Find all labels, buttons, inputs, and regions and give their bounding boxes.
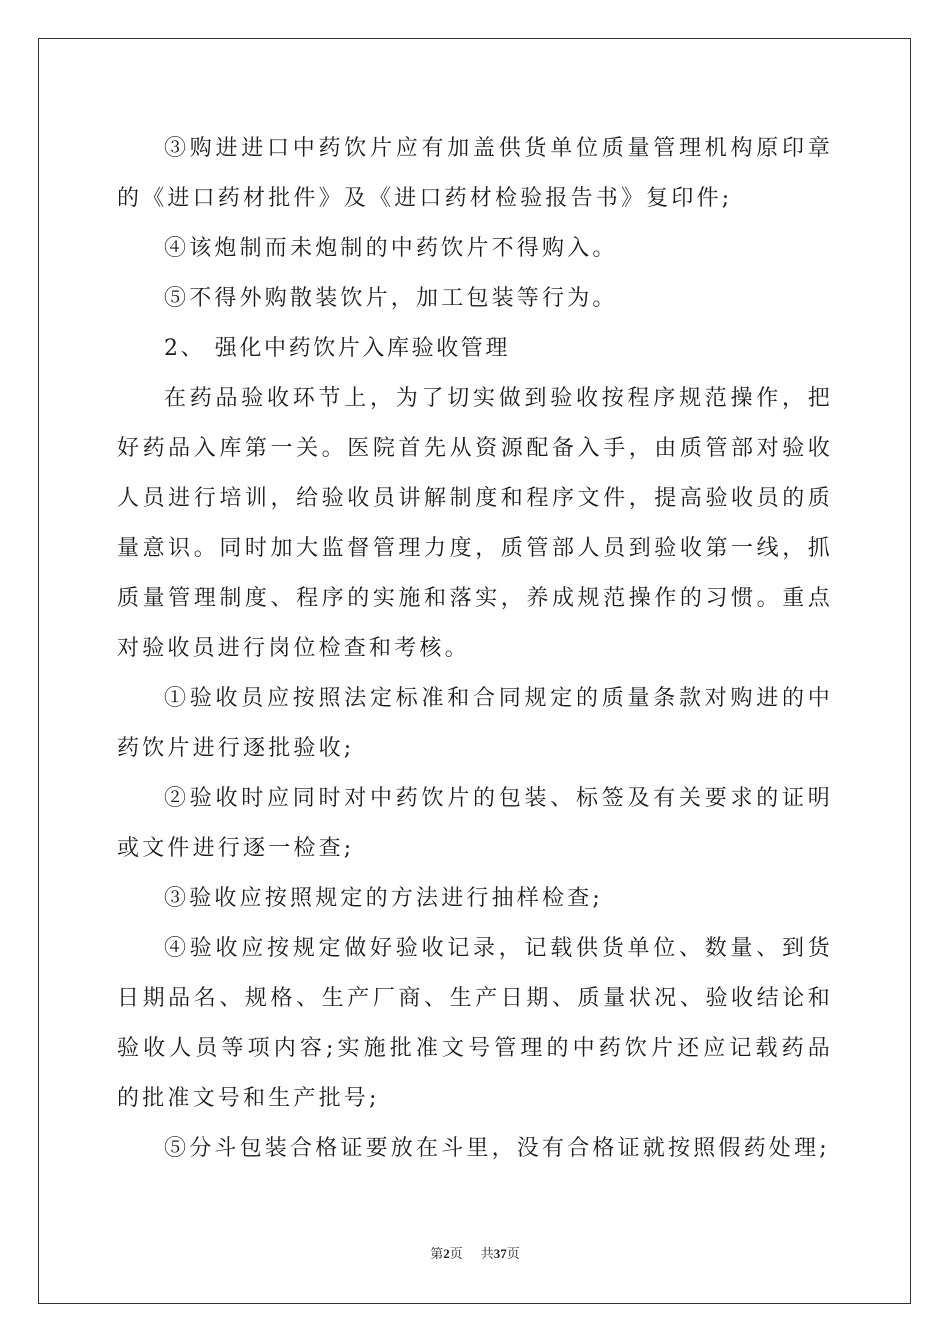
total-prefix: 共 — [480, 1246, 494, 1261]
paragraph-unprocessed-pieces: ④该炮制而未炮制的中药饮片不得购入。 — [164, 236, 618, 261]
paragraph-packaging-check: ②验收时应同时对中药饮片的包装、标签及有关要求的证明或文件进行逐一检查; — [117, 786, 833, 861]
page-suffix: 页 — [449, 1246, 463, 1261]
paragraph-bulk-purchase: ⑤不得外购散装饮片，加工包装等行为。 — [164, 286, 618, 311]
section-heading-acceptance: 2、 强化中药饮片入库验收管理 — [164, 336, 510, 361]
document-body — [117, 124, 833, 1174]
total-suffix: 页 — [506, 1246, 520, 1261]
paragraph-certificate: ⑤分斗包装合格证要放在斗里，没有合格证就按照假药处理; — [164, 1136, 830, 1161]
page-number: 2 — [443, 1246, 450, 1261]
paragraph-batch-acceptance: ①验收员应按照法定标准和合同规定的质量条款对购进的中药饮片进行逐批验收; — [117, 686, 833, 761]
paragraph-acceptance-records: ④验收应按规定做好验收记录，记载供货单位、数量、到货日期品名、规格、生产厂商、生产日期、质量状况、验收结论和验收人员等项内容;实施批准文号管理的中药饮片还应记载药品的批准文号和生产批号; — [117, 936, 833, 1111]
total-pages: 37 — [493, 1246, 507, 1261]
paragraph-import-documents: ③购进进口中药饮片应有加盖供货单位质量管理机构原印章的《进口药材批件》及《进口药材检验报告书》复印件; — [117, 136, 833, 211]
paragraph-sampling: ③验收应按照规定的方法进行抽样检查; — [164, 886, 604, 911]
page-prefix: 第 — [430, 1246, 444, 1261]
paragraph-acceptance-overview: 在药品验收环节上，为了切实做到验收按程序规范操作，把好药品入库第一关。医院首先从资源配备入手，由质管部对验收人员进行培训，给验收员讲解制度和程序文件，提高验收员的质量意识。同时加大监督管理力度，质管部人员到验收第一线，抓质量管理制度、程序的实施和落实，养成规范操作的习惯。重点对验收员进行岗位检查和考核。 — [117, 386, 833, 661]
page-footer — [0, 1245, 950, 1263]
